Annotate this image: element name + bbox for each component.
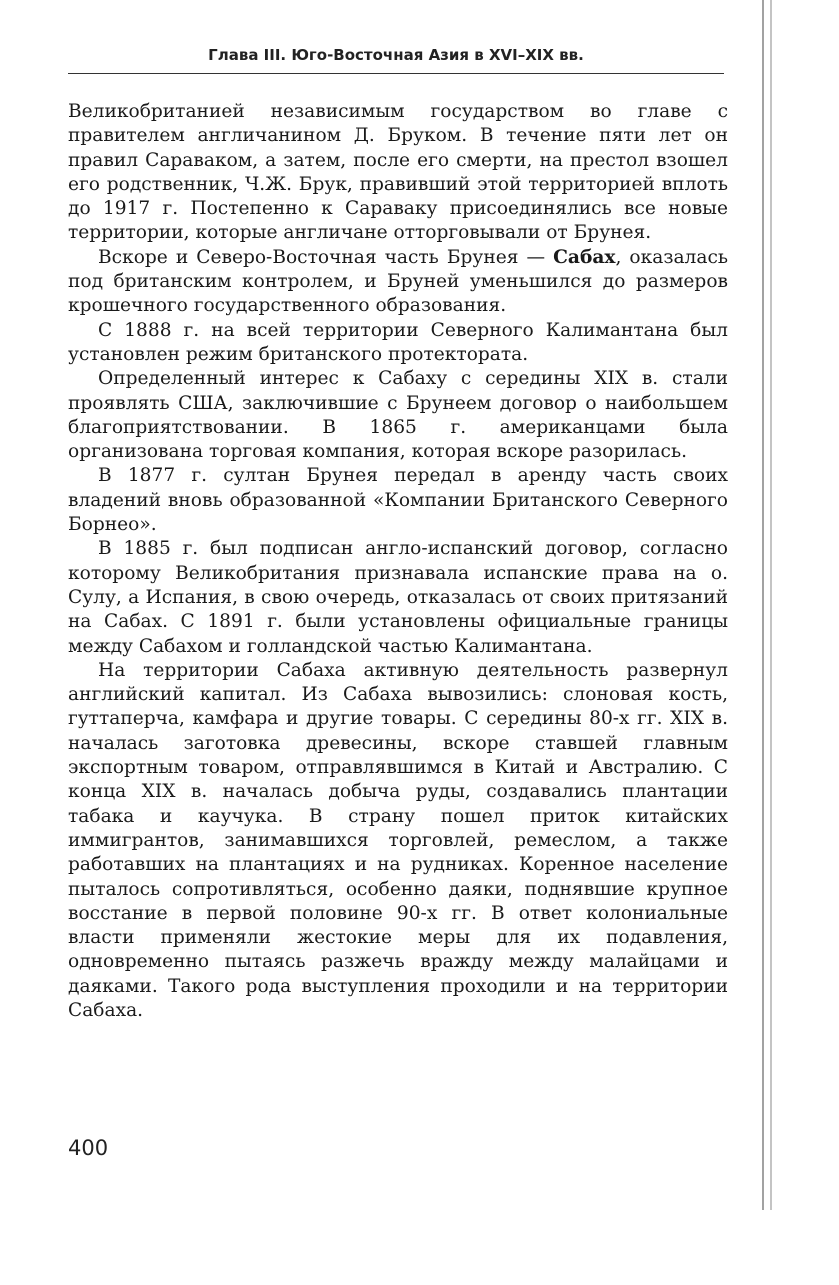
- paragraph-text: Вскоре и Северо-Восточная часть Брунея —: [98, 246, 554, 268]
- paragraph: На территории Сабаха активную деятельность развернул английский капитал. Из Сабаха вывозились: слоновая кость, гуттаперча, камфара и другие товары. С середины 80-х гг. XIX в. началась заготовка древесины, вскоре ставшей главным экспортным товаром, отправлявшимся в Китай и Австралию. С конца XIX в. началась добыча руды, создавались плантации табака и каучука. В страну пошел приток китайских иммигрантов, занимавшихся торговлей, ремеслом, а также работавших на плантациях и на рудниках. Коренное население пыталось сопротивляться, особенно даяки, поднявшие крупное восстание в первой половине 90-х гг. В ответ колониальные власти применяли жестокие меры для их подавления, одновременно пытаясь разжечь вражду между малайцами и даяками. Такого рода выступления проходили и на территории Сабаха.: [68, 659, 728, 1021]
- paragraph: Определенный интерес к Сабаху с середины XIX в. стали проявлять США, заключившие с Брунеем договор о наибольшем благоприятствовании. В 1865 г. американцами была организована торговая компания, которая вскоре разорилась.: [68, 368, 728, 463]
- paragraph: Великобританией независимым государством во главе с правителем англичанином Д. Бруком. В течение пяти лет он правил Сараваком, а затем, после его смерти, на престол взошел его родственник, Ч.Ж. Брук, правивший этой территорией вплоть до 1917 г. Постепенно к Сараваку присоединялись все новые территории, которые англичане отторговывали от Брунея.: [68, 101, 728, 244]
- paragraph: С 1888 г. на всей территории Северного Калимантана был установлен режим британского протектората.: [68, 319, 728, 365]
- paragraph-text: , оказалась под британским контролем, и Бруней уменьшился до размеров крошечного государственного образования.: [68, 246, 728, 317]
- scan-edge-line: [762, 0, 764, 1210]
- page-body: [68, 100, 728, 1023]
- paragraph: В 1877 г. султан Брунея передал в аренду часть своих владений вновь образованной «Компании Британского Северного Борнео».: [68, 465, 728, 536]
- page-number: 400: [68, 1136, 109, 1160]
- scan-edge-line: [770, 0, 772, 1210]
- paragraph: В 1885 г. был подписан англо-испанский договор, согласно которому Великобритания признавала испанские права на о. Сулу, а Испания, в свою очередь, отказалась от своих притязаний на Сабах. С 1891 г. были установлены официальные границы между Сабахом и голландской частью Калимантана.: [68, 538, 728, 657]
- bold-term: Сабах: [553, 246, 616, 268]
- paragraph: [68, 246, 728, 319]
- header-rule: [68, 73, 724, 74]
- running-header: Глава III. Юго-Восточная Азия в XVI–XIX вв.: [208, 46, 584, 64]
